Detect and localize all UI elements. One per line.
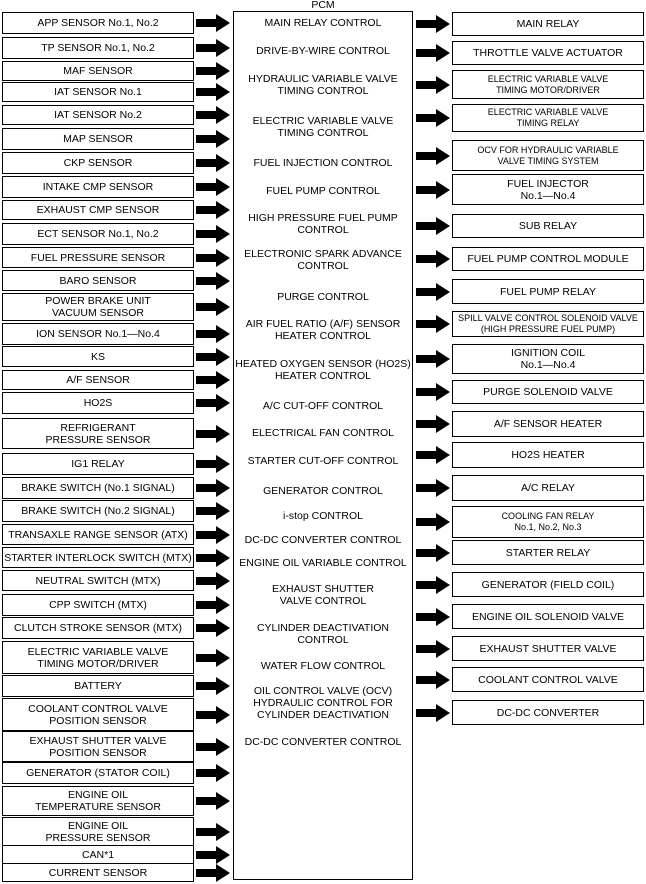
control-high-pressure-fuel-pump-control: HIGH PRESSURE FUEL PUMP CONTROL	[248, 212, 398, 236]
control-purge-control: PURGE CONTROL	[277, 291, 369, 303]
output-arrow-icon	[416, 608, 450, 626]
input-arrow-icon	[196, 178, 230, 196]
input-arrow-icon	[196, 14, 230, 32]
input-can-1: CAN*1	[2, 845, 194, 865]
output-arrow-icon	[416, 479, 450, 497]
input-arrow-icon	[196, 677, 230, 695]
input-arrow-icon	[196, 764, 230, 782]
input-neutral-switch-mtx: NEUTRAL SWITCH (MTX)	[2, 570, 194, 591]
input-exhaust-cmp-sensor: EXHAUST CMP SENSOR	[2, 200, 194, 220]
output-arrow-icon	[416, 415, 450, 433]
output-ho2s-heater: HO2S HEATER	[452, 442, 644, 468]
control-air-fuel-ratio-a-f-sensor-heater-control: AIR FUEL RATIO (A/F) SENSOR HEATER CONTROL	[245, 318, 401, 342]
output-sub-relay: SUB RELAY	[452, 214, 644, 238]
output-ignition-coil-no-1-no-4: IGNITION COIL No.1—No.4	[452, 344, 644, 374]
output-electric-variable-valve-timing-motor-driver: ELECTRIC VARIABLE VALVE TIMING MOTOR/DRIVER	[452, 70, 644, 99]
control-hydraulic-variable-valve-timing-control: HYDRAULIC VARIABLE VALVE TIMING CONTROL	[248, 73, 398, 97]
input-arrow-icon	[196, 62, 230, 80]
output-ocv-for-hydraulic-variable-valve-timing-system: OCV FOR HYDRAULIC VARIABLE VALVE TIMING SYSTEM	[452, 140, 644, 171]
control-starter-cut-off-control: STARTER CUT-OFF CONTROL	[247, 455, 399, 467]
output-exhaust-shutter-valve: EXHAUST SHUTTER VALVE	[452, 636, 644, 661]
control-water-flow-control: WATER FLOW CONTROL	[260, 660, 386, 672]
input-arrow-icon	[196, 39, 230, 57]
input-map-sensor: MAP SENSOR	[2, 128, 194, 150]
output-fuel-pump-relay: FUEL PUMP RELAY	[452, 279, 644, 304]
input-power-brake-unit-vacuum-sensor: POWER BRAKE UNIT VACUUM SENSOR	[2, 293, 194, 321]
input-arrow-icon	[196, 455, 230, 473]
input-arrow-icon	[196, 425, 230, 443]
output-arrow-icon	[416, 217, 450, 235]
output-arrow-icon	[416, 181, 450, 199]
input-refrigerant-pressure-sensor: REFRIGERANT PRESSURE SENSOR	[2, 418, 194, 449]
control-drive-by-wire-control: DRIVE-BY-WIRE CONTROL	[256, 45, 390, 57]
input-baro-sensor: BARO SENSOR	[2, 270, 194, 291]
control-electrical-fan-control: ELECTRICAL FAN CONTROL	[252, 427, 394, 439]
input-arrow-icon	[196, 298, 230, 316]
output-arrow-icon	[416, 76, 450, 94]
input-starter-interlock-switch-mtx: STARTER INTERLOCK SWITCH (MTX)	[2, 547, 194, 568]
output-spill-valve-control-solenoid-valve-high-pressure-fuel-pump: SPILL VALVE CONTROL SOLENOID VALVE (HIGH PRESSURE FUEL PUMP)	[452, 311, 644, 337]
input-arrow-icon	[196, 83, 230, 101]
output-arrow-icon	[416, 109, 450, 127]
output-generator-field-coil: GENERATOR (FIELD COIL)	[452, 572, 644, 597]
input-arrow-icon	[196, 823, 230, 841]
control-a-c-cut-off-control: A/C CUT-OFF CONTROL	[262, 400, 384, 412]
input-current-sensor: CURRENT SENSOR	[2, 863, 194, 882]
input-iat-sensor-no-1: IAT SENSOR No.1	[2, 82, 194, 102]
input-arrow-icon	[196, 526, 230, 544]
output-starter-relay: STARTER RELAY	[452, 540, 644, 565]
output-main-relay: MAIN RELAY	[452, 12, 644, 36]
output-arrow-icon	[416, 704, 450, 722]
input-arrow-icon	[196, 479, 230, 497]
input-engine-oil-pressure-sensor: ENGINE OIL PRESSURE SENSOR	[2, 817, 194, 846]
control-main-relay-control: MAIN RELAY CONTROL	[264, 17, 382, 29]
input-arrow-icon	[196, 738, 230, 756]
output-arrow-icon	[416, 544, 450, 562]
output-arrow-icon	[416, 671, 450, 689]
control-electronic-spark-advance-control: ELECTRONIC SPARK ADVANCE CONTROL	[244, 248, 402, 272]
control-i-stop-control: i-stop CONTROL	[283, 510, 363, 522]
input-brake-switch-no-1-signal: BRAKE SWITCH (No.1 SIGNAL)	[2, 477, 194, 499]
input-engine-oil-temperature-sensor: ENGINE OIL TEMPERATURE SENSOR	[2, 786, 194, 816]
input-arrow-icon	[196, 130, 230, 148]
input-ks: KS	[2, 346, 194, 367]
pcm-title: PCM	[311, 0, 335, 11]
output-coolant-control-valve: COOLANT CONTROL VALVE	[452, 667, 644, 692]
input-arrow-icon	[196, 371, 230, 389]
input-app-sensor-no-1-no-2: APP SENSOR No.1, No.2	[2, 12, 194, 34]
input-battery: BATTERY	[2, 675, 194, 697]
output-fuel-pump-control-module: FUEL PUMP CONTROL MODULE	[452, 247, 644, 271]
output-engine-oil-solenoid-valve: ENGINE OIL SOLENOID VALVE	[452, 604, 644, 629]
control-generator-control: GENERATOR CONTROL	[263, 485, 383, 497]
input-arrow-icon	[196, 272, 230, 290]
control-fuel-injection-control: FUEL INJECTION CONTROL	[253, 157, 393, 169]
output-a-f-sensor-heater: A/F SENSOR HEATER	[452, 411, 644, 437]
input-iat-sensor-no-2: IAT SENSOR No.2	[2, 105, 194, 125]
input-ho2s: HO2S	[2, 392, 194, 414]
input-ig1-relay: IG1 RELAY	[2, 453, 194, 475]
input-generator-stator-coil: GENERATOR (STATOR COIL)	[2, 762, 194, 784]
output-arrow-icon	[416, 283, 450, 301]
output-arrow-icon	[416, 640, 450, 658]
output-arrow-icon	[416, 44, 450, 62]
input-arrow-icon	[196, 348, 230, 366]
control-dc-dc-converter-control: DC-DC CONVERTER CONTROL	[244, 736, 402, 748]
input-fuel-pressure-sensor: FUEL PRESSURE SENSOR	[2, 247, 194, 268]
input-clutch-stroke-sensor-mtx: CLUTCH STROKE SENSOR (MTX)	[2, 617, 194, 639]
output-arrow-icon	[416, 315, 450, 333]
input-arrow-icon	[196, 325, 230, 343]
input-maf-sensor: MAF SENSOR	[2, 61, 194, 81]
input-intake-cmp-sensor: INTAKE CMP SENSOR	[2, 176, 194, 198]
input-cpp-switch-mtx: CPP SWITCH (MTX)	[2, 594, 194, 616]
control-cylinder-deactivation-control: CYLINDER DEACTIVATION CONTROL	[256, 622, 390, 646]
output-arrow-icon	[416, 513, 450, 531]
input-arrow-icon	[196, 154, 230, 172]
input-arrow-icon	[196, 249, 230, 267]
output-arrow-icon	[416, 250, 450, 268]
output-dc-dc-converter: DC-DC CONVERTER	[452, 700, 644, 725]
output-fuel-injector-no-1-no-4: FUEL INJECTOR No.1—No.4	[452, 174, 644, 205]
input-arrow-icon	[196, 549, 230, 567]
input-arrow-icon	[196, 596, 230, 614]
output-arrow-icon	[416, 446, 450, 464]
input-arrow-icon	[196, 846, 230, 864]
control-fuel-pump-control: FUEL PUMP CONTROL	[266, 185, 380, 197]
input-a-f-sensor: A/F SENSOR	[2, 370, 194, 390]
input-arrow-icon	[196, 649, 230, 667]
control-heated-oxygen-sensor-ho2s-heater-control: HEATED OXYGEN SENSOR (HO2S) HEATER CONTROL	[235, 358, 411, 382]
pcm-box	[233, 11, 413, 880]
input-arrow-icon	[196, 572, 230, 590]
output-cooling-fan-relay-no-1-no-2-no-3: COOLING FAN RELAY No.1, No.2, No.3	[452, 506, 644, 538]
input-ckp-sensor: CKP SENSOR	[2, 152, 194, 174]
output-arrow-icon	[416, 576, 450, 594]
input-arrow-icon	[196, 864, 230, 882]
input-exhaust-shutter-valve-position-sensor: EXHAUST SHUTTER VALVE POSITION SENSOR	[2, 731, 194, 762]
output-a-c-relay: A/C RELAY	[452, 475, 644, 501]
output-arrow-icon	[416, 147, 450, 165]
input-arrow-icon	[196, 225, 230, 243]
input-ect-sensor-no-1-no-2: ECT SENSOR No.1, No.2	[2, 223, 194, 245]
output-arrow-icon	[416, 350, 450, 368]
input-arrow-icon	[196, 792, 230, 810]
output-throttle-valve-actuator: THROTTLE VALVE ACTUATOR	[452, 41, 644, 65]
output-purge-solenoid-valve: PURGE SOLENOID VALVE	[452, 380, 644, 404]
input-tp-sensor-no-1-no-2: TP SENSOR No.1, No.2	[2, 37, 194, 59]
output-electric-variable-valve-timing-relay: ELECTRIC VARIABLE VALVE TIMING RELAY	[452, 104, 644, 132]
control-exhaust-shutter-valve-control: EXHAUST SHUTTER VALVE CONTROL	[272, 583, 374, 607]
input-arrow-icon	[196, 706, 230, 724]
input-electric-variable-valve-timing-motor-driver: ELECTRIC VARIABLE VALVE TIMING MOTOR/DRIVER	[2, 641, 194, 674]
input-brake-switch-no-2-signal: BRAKE SWITCH (No.2 SIGNAL)	[2, 500, 194, 522]
input-arrow-icon	[196, 502, 230, 520]
input-arrow-icon	[196, 106, 230, 124]
control-dc-dc-converter-control: DC-DC CONVERTER CONTROL	[244, 534, 402, 546]
input-ion-sensor-no-1-no-4: ION SENSOR No.1—No.4	[2, 323, 194, 345]
output-arrow-icon	[416, 383, 450, 401]
control-engine-oil-variable-control: ENGINE OIL VARIABLE CONTROL	[239, 557, 407, 569]
control-oil-control-valve-ocv-hydraulic-control-for-cylinder-deactivation: OIL CONTROL VALVE (OCV) HYDRAULIC CONTROL FOR CYLINDER DEACTIVATION	[253, 685, 393, 721]
input-transaxle-range-sensor-atx: TRANSAXLE RANGE SENSOR (ATX)	[2, 524, 194, 545]
input-arrow-icon	[196, 619, 230, 637]
control-electric-variable-valve-timing-control: ELECTRIC VARIABLE VALVE TIMING CONTROL	[252, 115, 394, 139]
input-coolant-control-valve-position-sensor: COOLANT CONTROL VALVE POSITION SENSOR	[2, 698, 194, 731]
input-arrow-icon	[196, 394, 230, 412]
output-arrow-icon	[416, 15, 450, 33]
input-arrow-icon	[196, 201, 230, 219]
